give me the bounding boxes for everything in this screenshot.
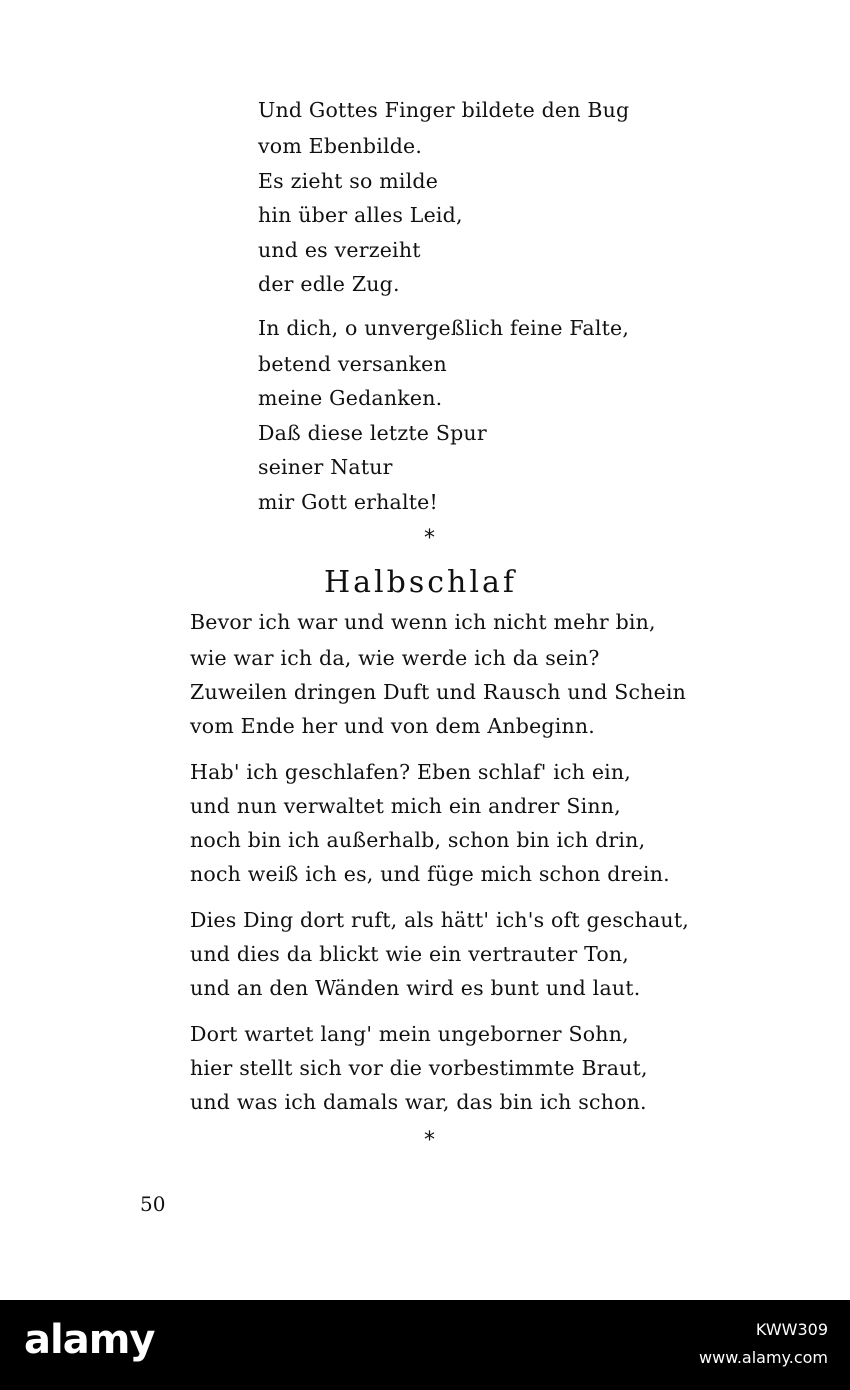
separator-asterisk: * — [424, 1128, 435, 1153]
watermark-image-id: KWW309 — [755, 1320, 828, 1339]
poem-line: und was ich damals war, das bin ich schon. — [190, 1090, 647, 1114]
poem-line: Zuweilen dringen Duft und Rausch und Schein — [190, 680, 687, 704]
poem-line: noch bin ich außerhalb, schon bin ich drin, — [190, 828, 646, 852]
poem-line: betend versanken — [258, 352, 447, 376]
page-number: 50 — [140, 1192, 166, 1216]
poem-line: Hab' ich geschlafen? Eben schlaf' ich ein, — [190, 760, 632, 784]
watermark-logo: alamy — [24, 1317, 155, 1363]
poem-line: der edle Zug. — [258, 272, 400, 296]
poem-line: meine Gedanken. — [258, 386, 443, 410]
watermark-site: www.alamy.com — [699, 1348, 828, 1367]
poem-line: seiner Natur — [258, 455, 393, 479]
poem-line: und nun verwaltet mich ein andrer Sinn, — [190, 794, 621, 818]
poem-line: In dich, o unvergeßlich feine Falte, — [258, 316, 630, 340]
separator-asterisk: * — [424, 526, 435, 551]
poem-line: hier stellt sich vor die vorbestimmte Braut, — [190, 1056, 648, 1080]
poem-line: mir Gott erhalte! — [258, 490, 438, 514]
poem-line: und dies da blickt wie ein vertrauter Ton, — [190, 942, 630, 966]
poem-line: Und Gottes Finger bildete den Bug — [258, 98, 630, 122]
poem-line: wie war ich da, wie werde ich da sein? — [190, 646, 600, 670]
poem-line: Es zieht so milde — [258, 169, 439, 193]
poem-line: vom Ende her und von dem Anbeginn. — [190, 714, 596, 738]
poem-line: Dort wartet lang' mein ungeborner Sohn, — [190, 1022, 629, 1046]
poem-line: Daß diese letzte Spur — [258, 421, 487, 445]
poem-title: Halbschlaf — [324, 565, 517, 600]
poem-line: Bevor ich war und wenn ich nicht mehr bin, — [190, 610, 656, 634]
poem-line: noch weiß ich es, und füge mich schon drein. — [190, 862, 670, 886]
poem-line: vom Ebenbilde. — [258, 134, 423, 158]
poem-line: und an den Wänden wird es bunt und laut. — [190, 976, 641, 1000]
poem-line: Dies Ding dort ruft, als hätt' ich's oft geschaut, — [190, 908, 689, 932]
poem-line: hin über alles Leid, — [258, 203, 463, 227]
poem-line: und es verzeiht — [258, 238, 421, 262]
